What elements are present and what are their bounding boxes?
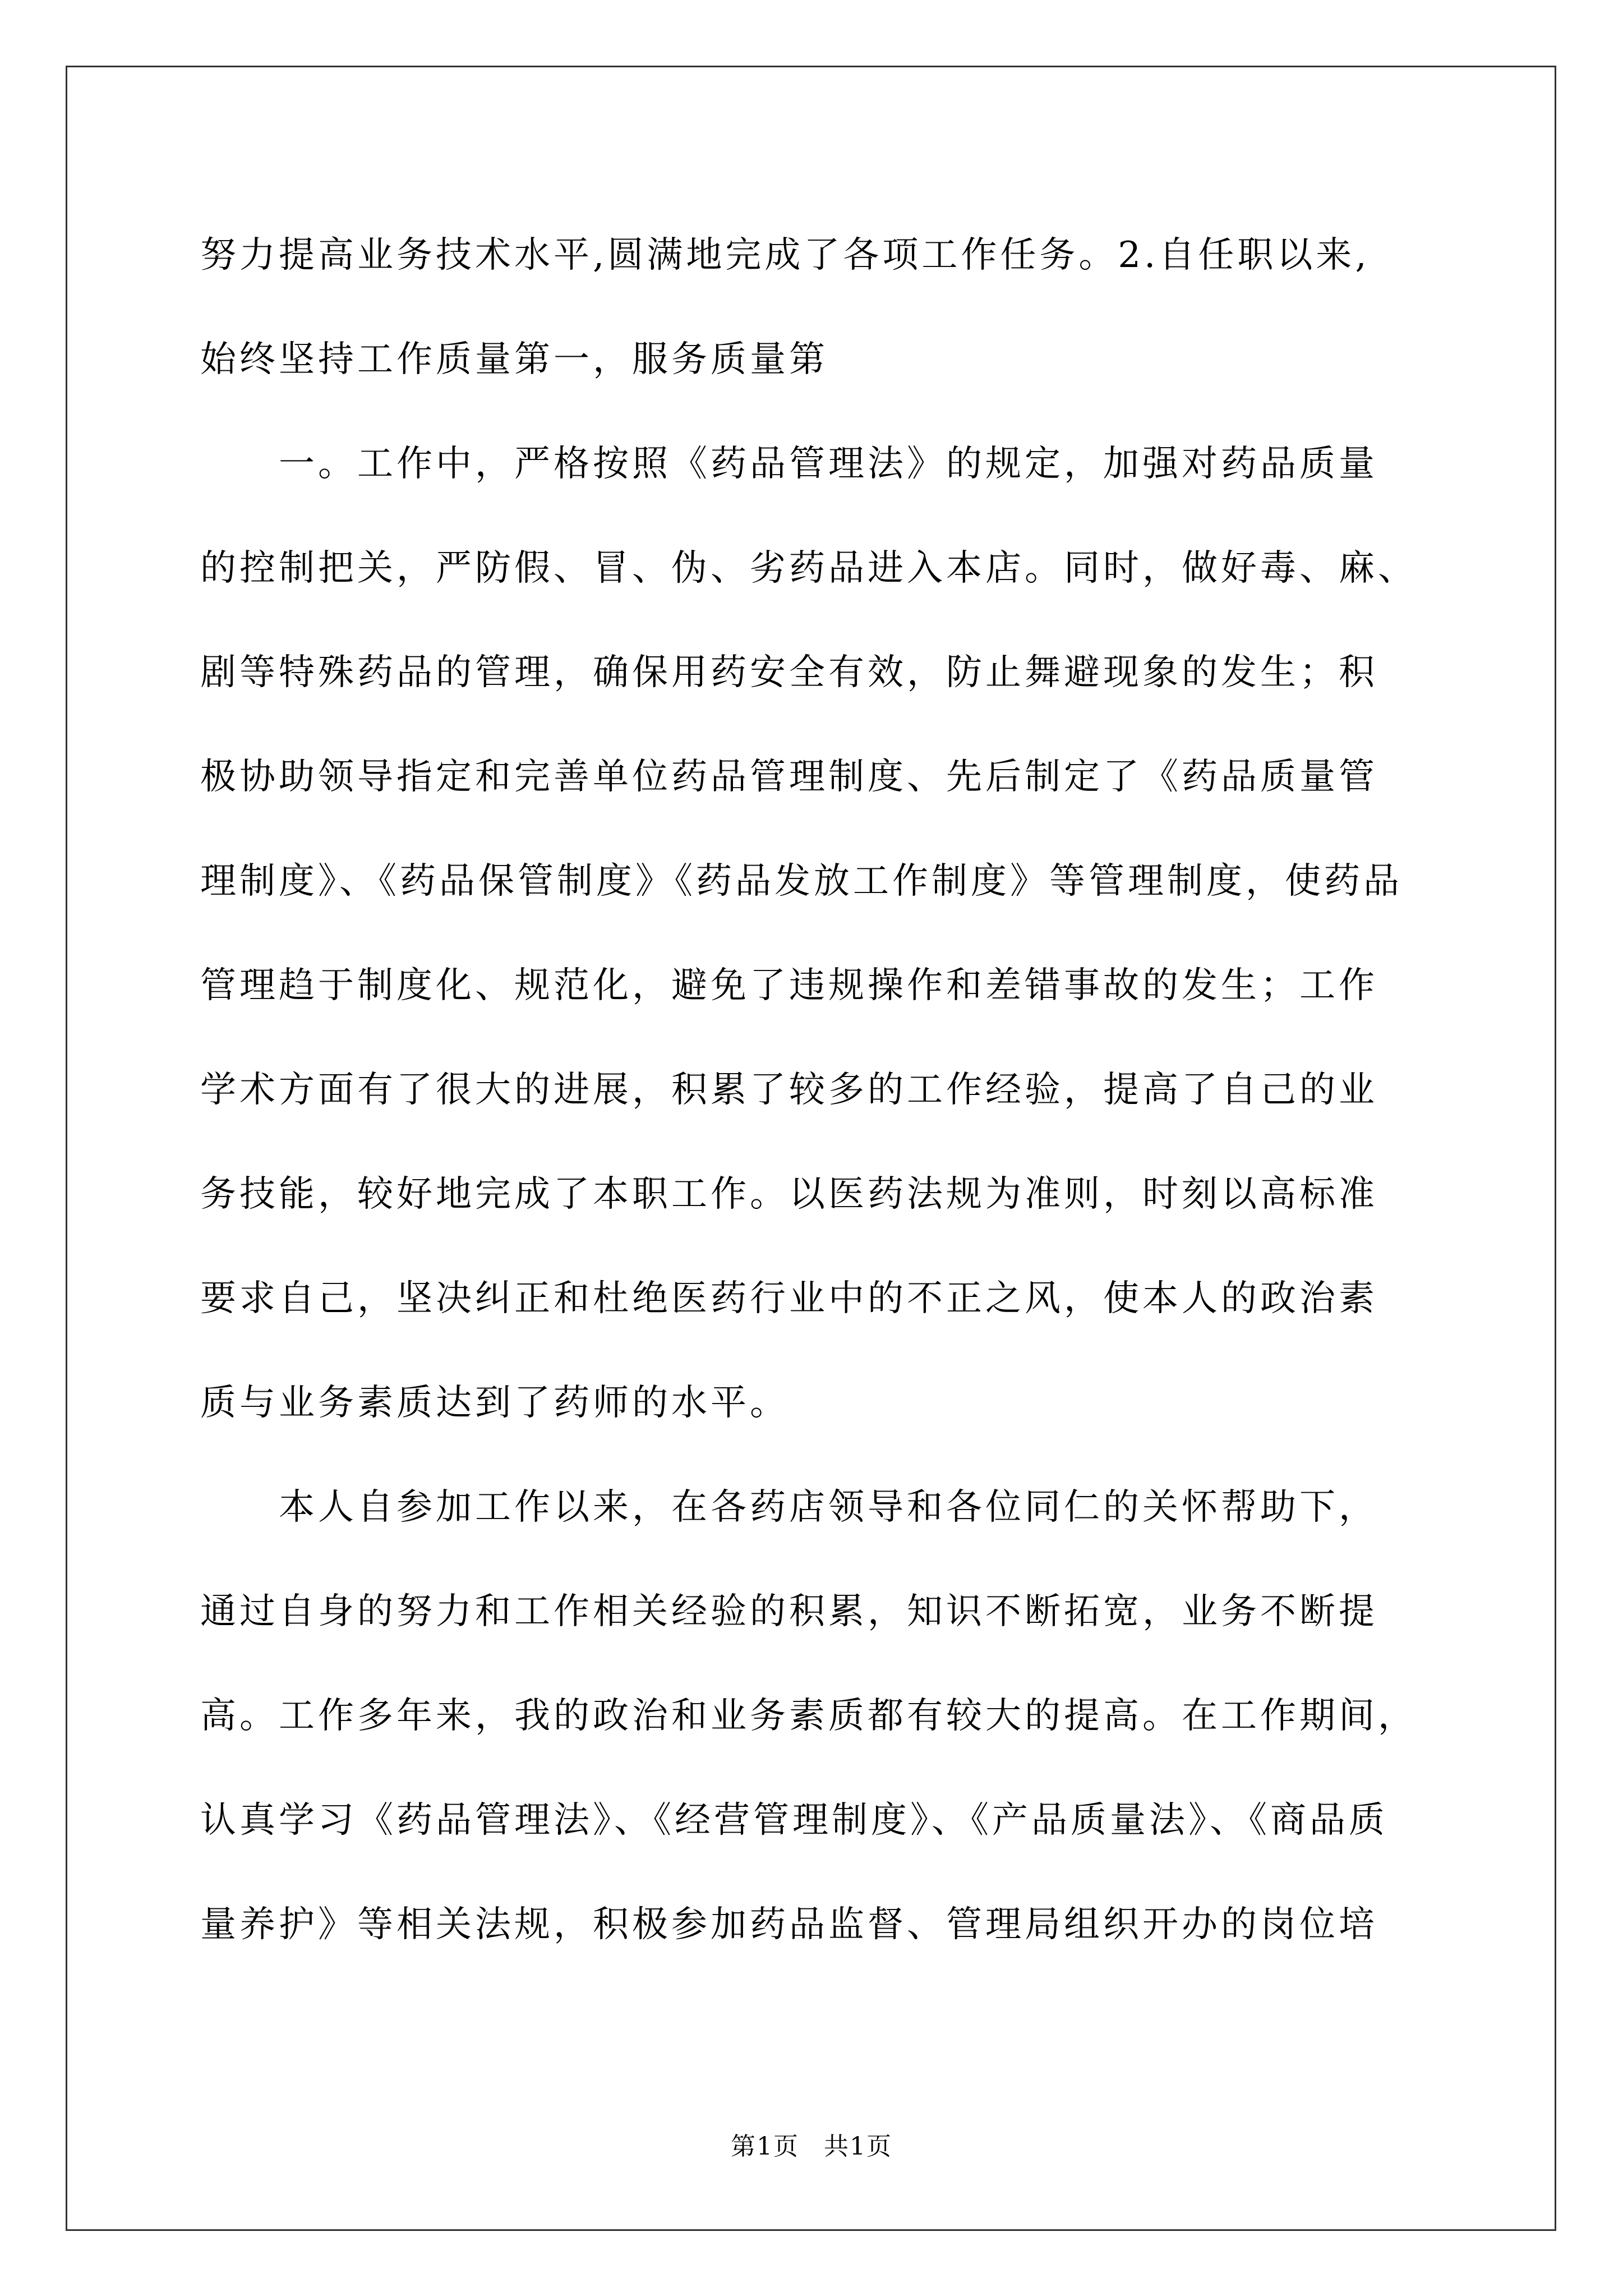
text-line: 一。工作中，严格按照《药品管理法》的规定，加强对药品质量: [279, 443, 1378, 485]
text-line: 极协助领导指定和完善单位药品管理制度、先后制定了《药品质量管: [200, 756, 1378, 798]
text-line: 高。工作多年来，我的政治和业务素质都有较大的提高。在工作期间，: [200, 1695, 1417, 1737]
page-footer: [0, 2126, 1623, 2162]
page-number: 第1页: [731, 2132, 799, 2161]
text-line: 通过自身的努力和工作相关经验的积累，知识不断拓宽，业务不断提: [200, 1591, 1378, 1632]
text-line: 学术方面有了很大的进展，积累了较多的工作经验，提高了自己的业: [200, 1069, 1378, 1111]
text-line: 理制度》、《药品保管制度》《药品发放工作制度》等管理制度，使药品: [200, 861, 1403, 902]
text-line: 务技能，较好地完成了本职工作。以医药法规为准则，时刻以高标准: [200, 1174, 1378, 1215]
text-line: 量养护》等相关法规，积极参加药品监督、管理局组织开办的岗位培: [200, 1904, 1378, 1945]
text-line: 剧等特殊药品的管理，确保用药安全有效，防止舞避现象的发生；积: [200, 652, 1378, 693]
text-line: 始终坚持工作质量第一，服务质量第: [200, 339, 828, 380]
text-line: 认真学习《药品管理法》、《经营管理制度》、《产品质量法》、《商品质: [200, 1800, 1388, 1841]
text-line: 质与业务素质达到了药师的水平。: [200, 1382, 789, 1424]
paragraph-1: [200, 203, 1434, 412]
text-line: 本人自参加工作以来，在各药店领导和各位同仁的关怀帮助下，: [279, 1487, 1378, 1528]
paragraph-3: [200, 1455, 1434, 1977]
paragraph-2: [200, 412, 1434, 1455]
text-line: 的控制把关，严防假、冒、伪、劣药品进入本店。同时，做好毒、麻、: [200, 547, 1417, 589]
text-line: 努力提高业务技术水平,圆满地完成了各项工作任务。2.自任职以来,: [200, 234, 1370, 276]
page-total: 共1页: [824, 2132, 892, 2161]
text-line: 管理趋于制度化、规范化，避免了违规操作和差错事故的发生；工作: [200, 965, 1378, 1006]
text-line: 要求自己，坚决纠正和杜绝医药行业中的不正之风，使本人的政治素: [200, 1278, 1378, 1319]
document-body: [200, 203, 1434, 1977]
